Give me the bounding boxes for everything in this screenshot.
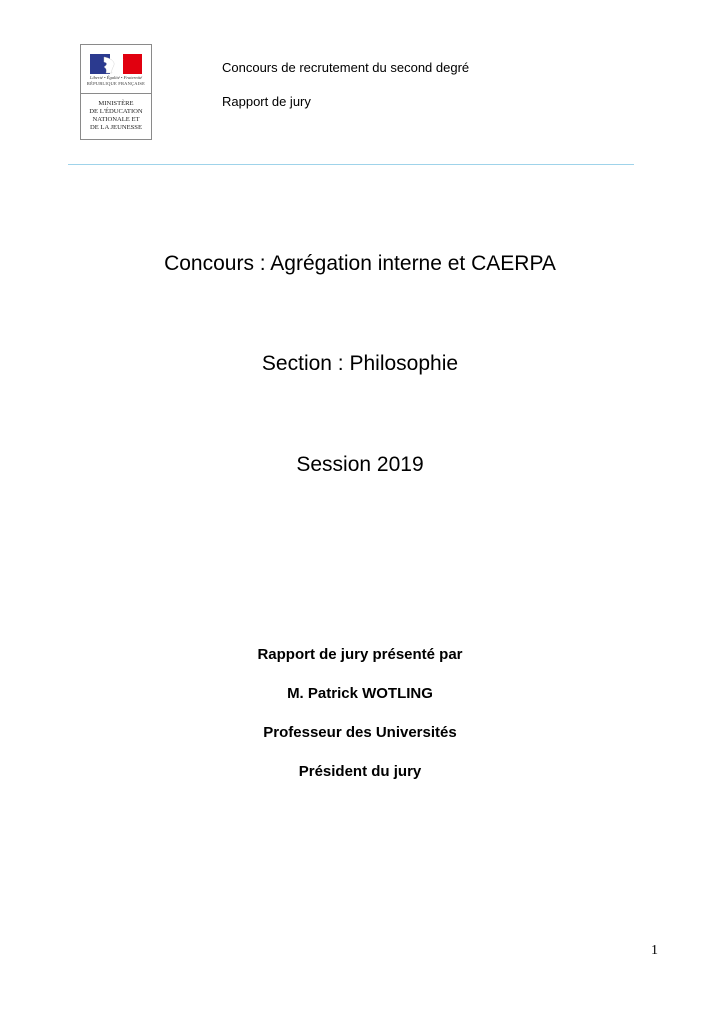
session-title: Session 2019	[296, 453, 424, 476]
ministry-line: NATIONALE ET	[92, 116, 140, 123]
concours-title: Concours : Agrégation interne et CAERPA	[164, 252, 556, 275]
ministry-logo	[80, 44, 152, 140]
header-competition-type: Concours de recrutement du second degré	[222, 60, 470, 75]
presenter-title: Professeur des Universités	[263, 724, 457, 741]
ministry-line: DE L'ÉDUCATION	[89, 108, 143, 115]
ministry-line: MINISTÈRE	[98, 100, 134, 107]
section-title: Section : Philosophie	[261, 352, 459, 375]
republique-francaise-block	[81, 45, 151, 94]
ministry-name	[81, 100, 151, 132]
republique-francaise-text: RÉPUBLIQUE FRANÇAISE	[86, 81, 146, 86]
page-number: 1	[651, 943, 658, 958]
ministry-line: DE LA JEUNESSE	[89, 124, 143, 131]
header-divider	[68, 164, 634, 165]
marianne-flag-icon	[90, 54, 142, 74]
presenter-intro: Rapport de jury présenté par	[257, 646, 463, 663]
header-report-label: Rapport de jury	[222, 94, 311, 109]
presenter-role: Président du jury	[298, 763, 422, 780]
presenter-name: M. Patrick WOTLING	[287, 685, 433, 702]
motto-text: Liberté • Égalité • Fraternité	[89, 75, 143, 80]
